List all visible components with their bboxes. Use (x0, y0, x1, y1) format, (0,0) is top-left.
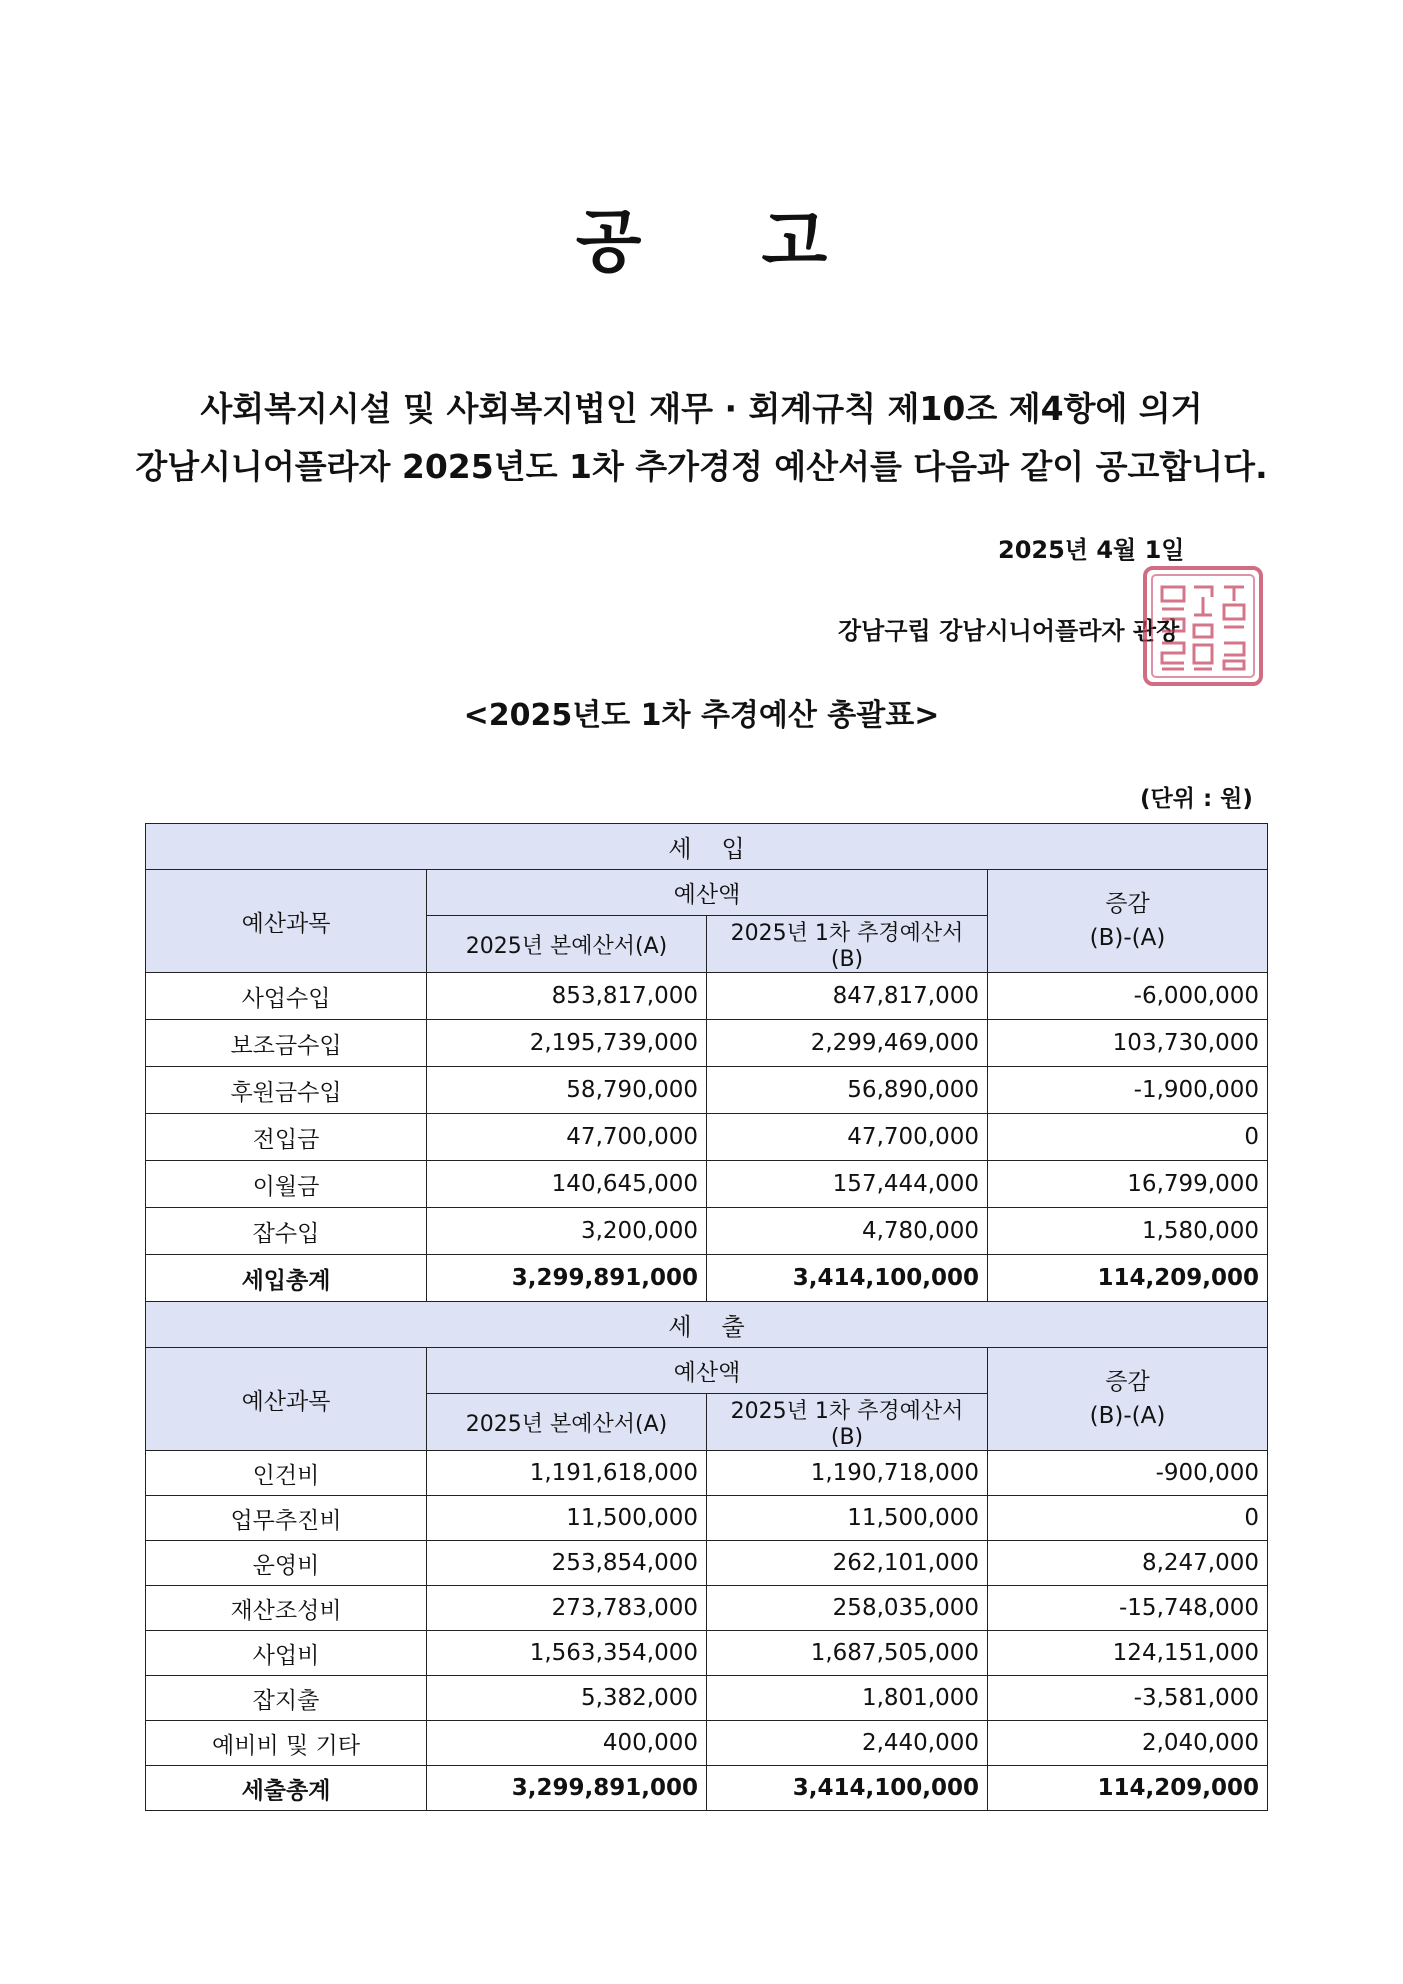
table-row (146, 1631, 1268, 1676)
category-header: 예산과목 (146, 1348, 427, 1451)
original-cell: 853,817,000 (427, 973, 707, 1020)
diff-cell: 114,209,000 (988, 1766, 1268, 1811)
budget-header: 예산액 (427, 1348, 988, 1394)
expense-section-title: 세 출 (146, 1302, 1268, 1348)
original-budget-header: 2025년 본예산서(A) (427, 1394, 707, 1451)
budget-summary-table (145, 823, 1268, 1811)
official-seal-icon (1142, 565, 1264, 687)
intro-line-1: 사회복지시설 및 사회복지법인 재무 · 회계규칙 제10조 제4항에 의거 (200, 389, 1203, 428)
revenue-section (146, 824, 1268, 1302)
diff-cell: 0 (988, 1496, 1268, 1541)
original-cell: 3,299,891,000 (427, 1766, 707, 1811)
table-row (146, 1721, 1268, 1766)
diff-header: 증감 (B)-(A) (988, 870, 1268, 973)
revised-cell: 1,687,505,000 (707, 1631, 988, 1676)
category-cell: 사업수입 (146, 973, 427, 1020)
original-cell: 58,790,000 (427, 1067, 707, 1114)
diff-cell: 114,209,000 (988, 1255, 1268, 1302)
diff-cell: 2,040,000 (988, 1721, 1268, 1766)
original-cell: 1,563,354,000 (427, 1631, 707, 1676)
table-row (146, 1451, 1268, 1496)
table-row (146, 1161, 1268, 1208)
unit-label: (단위 : 원) (1140, 786, 1253, 812)
original-cell: 5,382,000 (427, 1676, 707, 1721)
revised-cell: 2,299,469,000 (707, 1020, 988, 1067)
diff-cell: -15,748,000 (988, 1586, 1268, 1631)
table-row (146, 1020, 1268, 1067)
category-cell: 세입총계 (146, 1255, 427, 1302)
revised-cell: 262,101,000 (707, 1541, 988, 1586)
category-cell: 세출총계 (146, 1766, 427, 1811)
revenue-section-title: 세 입 (146, 824, 1268, 870)
notice-signer: 강남구립 강남시니어플라자 관장 (838, 617, 1180, 645)
revised-cell: 258,035,000 (707, 1586, 988, 1631)
revised-cell: 1,190,718,000 (707, 1451, 988, 1496)
original-cell: 140,645,000 (427, 1161, 707, 1208)
table-row (146, 1586, 1268, 1631)
category-cell: 업무추진비 (146, 1496, 427, 1541)
category-cell: 잡지출 (146, 1676, 427, 1721)
revised-cell: 2,440,000 (707, 1721, 988, 1766)
revised-cell: 3,414,100,000 (707, 1255, 988, 1302)
category-cell: 보조금수입 (146, 1020, 427, 1067)
intro-text (0, 380, 1403, 496)
original-cell: 2,195,739,000 (427, 1020, 707, 1067)
revised-cell: 47,700,000 (707, 1114, 988, 1161)
table-row (146, 1496, 1268, 1541)
diff-header: 증감 (B)-(A) (988, 1348, 1268, 1451)
diff-cell: 124,151,000 (988, 1631, 1268, 1676)
category-header: 예산과목 (146, 870, 427, 973)
diff-cell: -1,900,000 (988, 1067, 1268, 1114)
table-row (146, 1208, 1268, 1255)
diff-cell: 8,247,000 (988, 1541, 1268, 1586)
original-cell: 47,700,000 (427, 1114, 707, 1161)
diff-cell: 16,799,000 (988, 1161, 1268, 1208)
original-cell: 3,200,000 (427, 1208, 707, 1255)
table-row (146, 1067, 1268, 1114)
revenue-column-headers (146, 870, 1268, 916)
original-cell: 253,854,000 (427, 1541, 707, 1586)
revised-budget-header: 2025년 1차 추경예산서(B) (707, 916, 988, 973)
revenue-section-header (146, 824, 1268, 870)
diff-cell: -900,000 (988, 1451, 1268, 1496)
category-cell: 후원금수입 (146, 1067, 427, 1114)
category-cell: 인건비 (146, 1451, 427, 1496)
diff-cell: -6,000,000 (988, 973, 1268, 1020)
category-cell: 예비비 및 기타 (146, 1721, 427, 1766)
revised-cell: 56,890,000 (707, 1067, 988, 1114)
category-cell: 전입금 (146, 1114, 427, 1161)
category-cell: 이월금 (146, 1161, 427, 1208)
original-cell: 11,500,000 (427, 1496, 707, 1541)
category-cell: 재산조성비 (146, 1586, 427, 1631)
original-budget-header: 2025년 본예산서(A) (427, 916, 707, 973)
revised-cell: 3,414,100,000 (707, 1766, 988, 1811)
table-subtitle: <2025년도 1차 추경예산 총괄표> (463, 698, 940, 733)
revised-cell: 157,444,000 (707, 1161, 988, 1208)
expense-section (146, 1302, 1268, 1811)
notice-title-left: 공 (575, 203, 642, 282)
diff-cell: 1,580,000 (988, 1208, 1268, 1255)
diff-cell: 0 (988, 1114, 1268, 1161)
notice-title (0, 188, 1403, 285)
category-cell: 운영비 (146, 1541, 427, 1586)
revised-cell: 4,780,000 (707, 1208, 988, 1255)
revenue-total-row (146, 1255, 1268, 1302)
intro-line-2: 강남시니어플라자 2025년도 1차 추가경정 예산서를 다음과 같이 공고합니다. (135, 447, 1268, 486)
notice-date: 2025년 4월 1일 (998, 536, 1185, 564)
table-row (146, 973, 1268, 1020)
notice-title-right: 고 (761, 203, 828, 282)
budget-header: 예산액 (427, 870, 988, 916)
revised-cell: 1,801,000 (707, 1676, 988, 1721)
original-cell: 3,299,891,000 (427, 1255, 707, 1302)
original-cell: 273,783,000 (427, 1586, 707, 1631)
category-cell: 잡수입 (146, 1208, 427, 1255)
category-cell: 사업비 (146, 1631, 427, 1676)
table-row (146, 1541, 1268, 1586)
original-cell: 1,191,618,000 (427, 1451, 707, 1496)
expense-column-headers (146, 1348, 1268, 1394)
table-row (146, 1114, 1268, 1161)
revised-cell: 847,817,000 (707, 973, 988, 1020)
revised-budget-header: 2025년 1차 추경예산서(B) (707, 1394, 988, 1451)
revised-cell: 11,500,000 (707, 1496, 988, 1541)
diff-cell: -3,581,000 (988, 1676, 1268, 1721)
table-row (146, 1676, 1268, 1721)
expense-section-header (146, 1302, 1268, 1348)
diff-cell: 103,730,000 (988, 1020, 1268, 1067)
original-cell: 400,000 (427, 1721, 707, 1766)
expense-total-row (146, 1766, 1268, 1811)
